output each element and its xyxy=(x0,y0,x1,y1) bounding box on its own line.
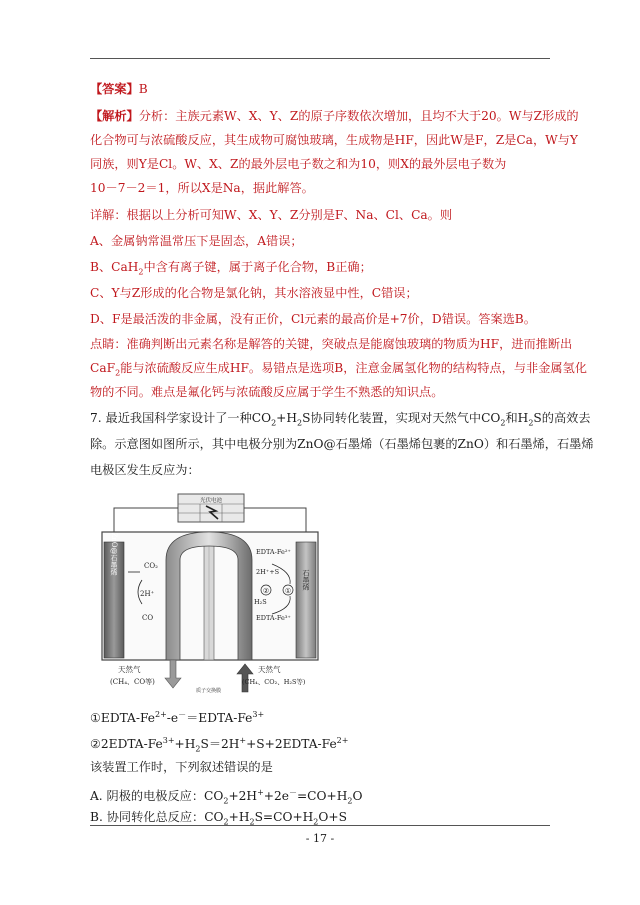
a-pre: A. 阴极的电极反应：CO xyxy=(90,789,224,804)
tips-line-2-text: 能与浓硫酸反应生成HF。易错点是选项B，注意金属氢化物的结构特点，与非金属氢化 xyxy=(120,361,587,375)
a-sub2: 2 xyxy=(347,796,353,806)
a-sub: 2 xyxy=(223,796,229,806)
r1-sup2: － xyxy=(178,710,187,719)
q1-sub4: 2 xyxy=(528,418,534,428)
wire-left xyxy=(114,508,178,532)
analysis-line-4: 10－7－2＝1，所以X是Na，据此解答。 xyxy=(90,181,314,195)
membrane-label: 质子交换膜 xyxy=(196,688,222,694)
r2-c: S＝2H xyxy=(200,737,240,752)
h-s-label: 2H⁺+S xyxy=(256,568,280,576)
page-number: - 17 - xyxy=(305,832,335,845)
q1-sub2: 2 xyxy=(297,418,303,428)
choice-a xyxy=(90,785,550,810)
question-prompt: 该装置工作时，下列叙述错误的是 xyxy=(90,760,273,774)
answer-label: 【答案】 xyxy=(90,82,139,96)
a-mid: +2H xyxy=(228,789,258,804)
r1-a: ①EDTA-Fe xyxy=(90,711,155,726)
a-sup2: － xyxy=(288,788,297,797)
q1-sub3: 2 xyxy=(500,418,506,428)
wire-right xyxy=(244,508,306,532)
solar-panel xyxy=(178,494,244,522)
edta-fe2-label: EDTA-Fe²⁺ xyxy=(256,548,291,556)
choice-b xyxy=(90,809,550,830)
b-sub1: 2 xyxy=(223,817,229,827)
r2-sup1: 3+ xyxy=(162,736,175,745)
edta-fe3-label: EDTA-Fe³⁺ xyxy=(256,614,291,622)
analysis-line-2: 化合物可与浓硫酸反应，其生成物可腐蚀玻璃，生成物是HF，因此W是F，Z是Ca，W与Y xyxy=(90,133,578,147)
reaction-2 xyxy=(90,733,550,758)
q1-d: 和H xyxy=(505,411,529,425)
r2-a: ②2EDTA-Fe xyxy=(90,737,163,752)
detail-intro: 详解：根据以上分析可知W、X、Y、Z分别是F、Na、Cl、Ca。则 xyxy=(90,208,453,222)
b-sub2: 2 xyxy=(249,817,255,827)
q1-b: +H xyxy=(276,411,298,425)
analysis-label: 【解析】 xyxy=(90,109,139,123)
r2-b: +H xyxy=(174,737,196,752)
tips-line-1: 点睛：准确判断出元素名称是解答的关键，突破点是能腐蚀玻璃的物质为HF，进而推断出 xyxy=(90,337,573,351)
q1-a: 7. 最近我国科学家设计了一种CO xyxy=(90,411,272,425)
analysis-text: 分析：主族元素W、X、Y、Z的原子序数依次增加，且均不大于20。W与Z形成的 xyxy=(138,109,579,123)
detail-option-b xyxy=(90,259,550,280)
b-post: O+S xyxy=(318,810,347,824)
b-mid: +H xyxy=(228,810,250,824)
gas-in-composition: (CH₄、CO₂、H₂S等) xyxy=(242,678,306,686)
detail-b-post: 中含有离子键，属于离子化合物，B正确； xyxy=(143,260,372,274)
tips-line-2 xyxy=(90,360,587,381)
left-electrode-label: ZnO@石墨烯 xyxy=(110,532,118,576)
r2-d: +S+2EDTA-Fe xyxy=(246,737,337,752)
h-plus-label: 2H⁺ xyxy=(140,590,155,598)
analysis-line-3: 同族，则Y是Cl。W、X、Z的最外层电子数之和为10，则X的最外层电子数为 xyxy=(90,157,507,171)
gas-in-title: 天然气 xyxy=(258,665,281,674)
detail-b-pre: B、CaH xyxy=(90,260,139,274)
detail-b-sub: 2 xyxy=(138,267,144,277)
electrolysis-diagram xyxy=(92,492,330,694)
detail-option-a: A、金属钠常温常压下是固态，A错误； xyxy=(90,234,303,248)
header-rule xyxy=(90,58,550,59)
gas-out-arrow xyxy=(165,660,181,688)
answer-value: B xyxy=(138,82,148,96)
tips-caf-pre: CaF xyxy=(90,361,116,375)
a-mid3: =CO+H xyxy=(296,789,348,804)
co2-label: CO₂ xyxy=(144,562,158,570)
circle-2-label: ② xyxy=(262,587,270,595)
b-sub3: 2 xyxy=(313,817,319,827)
r2-sub1: 2 xyxy=(195,744,201,754)
answer-line xyxy=(90,81,550,97)
b-mid2: S=CO+H xyxy=(254,810,314,824)
q1-sub1: 2 xyxy=(271,418,277,428)
footer-rule xyxy=(90,825,550,826)
gas-out-composition: (CH₄、CO等) xyxy=(110,678,155,686)
tips-line-3: 物的不同。难点是氟化钙与浓硫酸反应属于学生不熟悉的知识点。 xyxy=(90,385,444,399)
analysis-line-1 xyxy=(90,108,579,124)
r1-c: ＝EDTA-Fe xyxy=(186,711,253,726)
question-line-1 xyxy=(90,410,591,431)
a-post: O xyxy=(352,789,363,804)
right-electrode xyxy=(296,542,316,658)
tips-caf-sub: 2 xyxy=(115,368,121,378)
solar-panel-label: 光伏电池 xyxy=(199,498,223,504)
a-mid2: +2e xyxy=(263,789,289,804)
reaction-1 xyxy=(90,707,550,726)
gas-out-title: 天然气 xyxy=(118,665,141,674)
right-electrode-label: 石墨烯 xyxy=(302,569,310,591)
r1-sup1: 2+ xyxy=(154,710,167,719)
co-label: CO xyxy=(142,614,154,622)
r2-sup2: + xyxy=(239,736,247,745)
r1-b: -e xyxy=(166,711,179,726)
h2s-label: H₂S xyxy=(254,598,267,606)
q1-e: S的高效去 xyxy=(533,411,591,425)
question-line-2: 除。示意图如图所示，其中电极分别为ZnO@石墨烯（石墨烯包裹的ZnO）和石墨烯，石墨烯 xyxy=(90,437,594,451)
r2-sup3: 2+ xyxy=(336,736,349,745)
q1-c: S协同转化装置，实现对天然气中CO xyxy=(302,411,501,425)
b-pre: B. 协同转化总反应：CO xyxy=(90,810,224,824)
detail-option-c: C、Y与Z形成的化合物是氯化钠，其水溶液显中性，C错误； xyxy=(90,286,418,300)
circle-1-label: ① xyxy=(284,587,292,595)
question-line-3: 电极区发生反应为： xyxy=(90,463,200,477)
a-sup1: + xyxy=(257,788,264,797)
r1-sup3: 3+ xyxy=(252,710,265,719)
detail-option-d: D、F是最活泼的非金属，没有正价，Cl元素的最高价是+7价，D错误。答案选B。 xyxy=(90,312,536,326)
